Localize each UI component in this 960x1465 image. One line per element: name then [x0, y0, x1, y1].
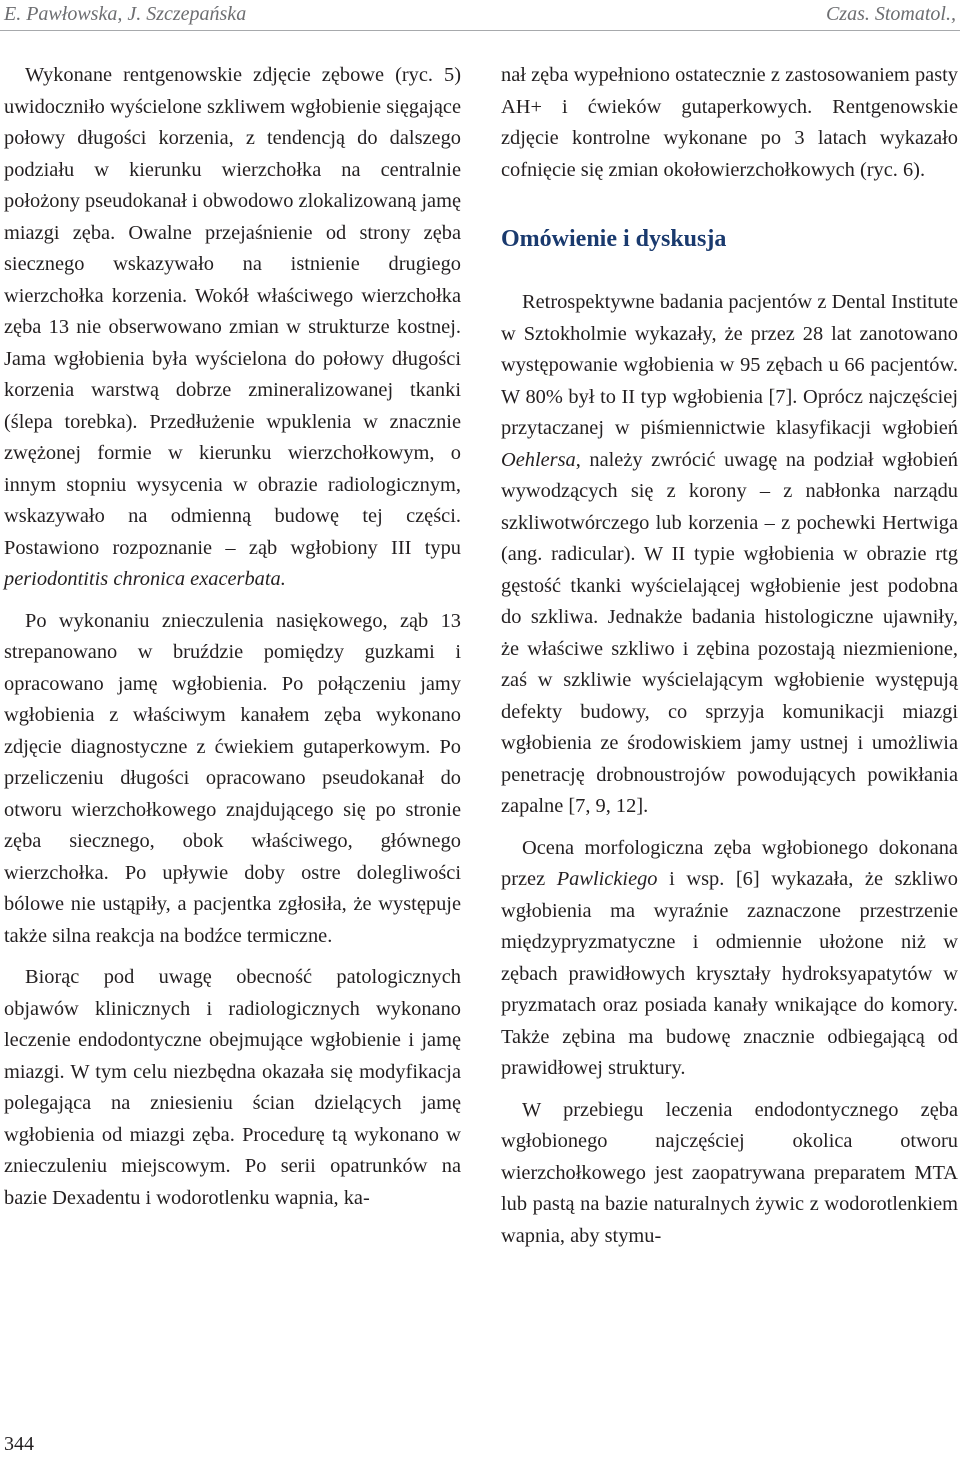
paragraph-radiograph-findings	[4, 60, 461, 596]
author-italic: Pawlickiego	[556, 868, 658, 890]
paragraph-text: Retrospektywne badania pacjentów z Dental Institute w Sztokholmie wykazały, że przez 28 lat zanotowano występowanie wgłobienia w 95 zębach u 66 pacjentów. W 80% był to II typ wgłobienia [7]. Oprócz najczęściej przytaczanej w piśmiennictwie klasyfikacji wgłobień	[501, 291, 958, 439]
author-italic: Oehlersa	[501, 448, 576, 471]
header-authors: E. Pawłowska, J. Szczepańska	[4, 3, 247, 25]
paragraph-text: Ocena morfologiczna zęba wgłobionego dokonana przez	[501, 836, 958, 890]
paragraph-morphology	[501, 833, 958, 1085]
paragraph-endodontic-treatment: Biorąc pod uwagę obecność patologicznych objawów klinicznych i radiologicznych wykonano leczenie endodontyczne obejmujące wgłobienie i jamę miazgi. W tym celu niezbędna okazała się modyfikacja polegająca na zniesieniu ścian dzielących jamę wgłobienia od miazgi zęba. Procedurę tą wykonano w znieczuleniu miejscowym. Po serii opatrunków na bazie Dexadentu i wodorotlenku wapnia, ka-	[4, 966, 461, 1209]
left-column	[4, 60, 461, 1214]
paragraph-text: i wsp. [6] wykazała, że szkliwo wgłobienia ma wyraźnie zaznaczone przestrzenie międzypryzmatyczne i odmiennie ułożone niż w zębach prawidłowych kryształy hydroksyapatytów w pryzmatach oraz posiada kanały wnikające do komory. Także zębina ma budowę znacznie odbiegającą od prawidłowej struktury.	[501, 868, 959, 1079]
paragraph-retrospective-study	[501, 287, 958, 823]
header-journal: Czas. Stomatol.,	[825, 3, 956, 25]
paragraph-treatment: Po wykonaniu znieczulenia nasiękowego, ząb 13 strepanowano w bruździe pomiędzy guzkami i opracowano jamę wgłobienia. Po połączeniu jamy wgłobienia z właściwym kanałem zęba wykonano zdjęcie diagnostyczne z ćwiekiem gutaperkowym. Po przeliczeniu długości opracowano pseudokanał do otworu wierzchołkowego znajdującego się po stronie zęba siecznego, obok właściwego, głównego wierzchołka. Po upływie doby ostre dolegliwości bólowe nie ustąpiły, a pacjentka zgłosiła, że występuje także silna reakcja na bodźce termiczne.	[4, 609, 461, 947]
paragraph-text: , należy zwrócić uwagę na podział wgłobień wywodzących się z korony – z nabłonka narządu szkliwotwórczego lub korzenia – z pochewki Hertwiga (ang. radicular). W II typie wgłobienia w obrazie rtg gęstość tkanki wyścielającej wgłobienie jest podobna do szkliwa. Jednakże badania histologiczne ujawniły, że właściwe szkliwo i zębina pozostają niezmienione, zaś w szkliwie wyścielającym wgłobienie występują defekty budowy, co sprzyja komunikacji miazgi wgłobienia ze środowiskiem jamy ustnej i umożliwia penetrację drobnoustrojów powodujących powikłania zapalne [7, 9, 12].	[501, 448, 958, 817]
paragraph-treatment-discussion: W przebiegu leczenia endodontycznego zęba wgłobionego najczęściej okolica otworu wierzchołkowego jest zaopatrywana preparatem MTA lub pastą na bazie naturalnych żywic z wodorotlenkiem wapnia, aby stymu-	[501, 1098, 958, 1247]
running-header	[0, 0, 960, 31]
paragraph-text: Wykonane rentgenowskie zdjęcie zębowe (ryc. 5) uwidoczniło wyścielone szkliwem wgłobienie sięgające połowy długości korzenia, z tendencją do dalszego podziału w kierunku wierzchołka na centralnie położony pseudokanał i obwodowo zlokalizowaną jamę miazgi zęba. Owalne przejaśnienie od strony zęba siecznego wskazywało na istnienie drugiego wierzchołka korzenia. Wokół właściwego wierzchołka zęba 13 nie obserwowano zmian w strukturze kostnej. Jama wgłobienia była wyścielona do połowy długości korzenia warstwą dobrze zmineralizowanej tkanki (ślepa torebka). Przedłużenie wpuklenia w znacznie zwężonej formie w kierunku wierzchołkowym, o innym stopniu wysycenia w obrazie radiologicznym, wskazywało na odmienną budowę tej części. Postawiono rozpoznanie – ząb wgłobiony III typu	[4, 64, 461, 559]
diagnosis-italic: periodontitis chronica exacerbata.	[4, 568, 286, 590]
page-number: 344	[4, 1433, 34, 1455]
right-column	[501, 60, 958, 1252]
section-title: Omówienie i dyskusja	[501, 226, 727, 252]
paragraph-continuation: nał zęba wypełniono ostatecznie z zastosowaniem pasty AH+ i ćwieków gutaperkowych. Rentgenowskie zdjęcie kontrolne wykonane po 3 latach wykazało cofnięcie się zmian okołowierzchołkowych (ryc. 6).	[501, 64, 958, 181]
